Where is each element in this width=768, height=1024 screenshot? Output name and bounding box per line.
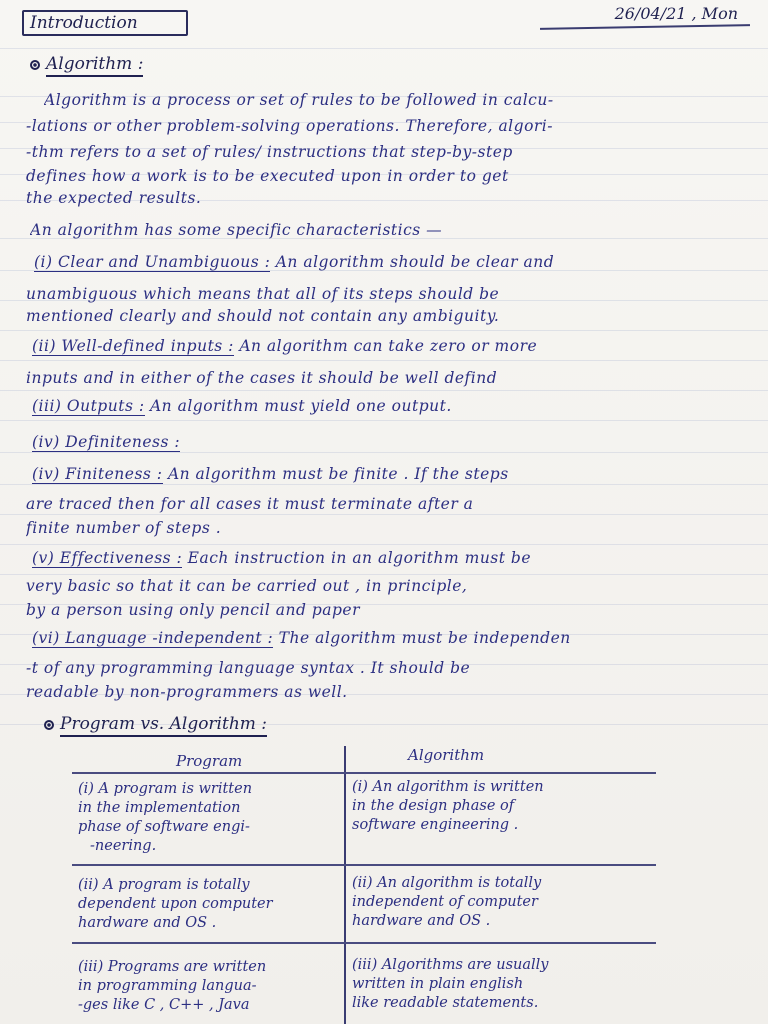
para-line: -thm refers to a set of rules/ instructions that step-by-step <box>26 143 513 161</box>
table-cell: (iii) Programs are written in programming langua- -ges like C , C++ , Java <box>78 959 267 1013</box>
item-line: unambiguous which means that all of its steps should be <box>26 285 500 303</box>
item-label: (v) Effectiveness : <box>32 549 183 567</box>
para-line: defines how a work is to be executed upon in order to get <box>26 167 509 185</box>
table-cell: (i) An algorithm is written in the design phase of software engineering . <box>352 779 544 833</box>
item-line: inputs and in either of the cases it should be well defind <box>26 369 498 387</box>
para-line: -lations or other problem-solving operations. Therefore, algori- <box>26 117 554 135</box>
item-line: very basic so that it can be carried out , in principle, <box>26 577 468 595</box>
item-label: (i) Clear and Unambiguous : <box>34 253 271 271</box>
item-line: mentioned clearly and should not contain any ambiguity. <box>26 307 500 325</box>
item-line: -t of any programming language syntax . It should be <box>26 659 471 677</box>
table-rule <box>72 864 656 866</box>
table-cell: (i) A program is written in the implementation phase of software engi- -neering. <box>78 781 253 854</box>
date-underline <box>540 24 750 30</box>
item-label: (iv) Finiteness : <box>32 465 163 483</box>
table-cell: (iii) Algorithms are usually written in plain english like readable statements. <box>352 957 549 1011</box>
characteristic-item: (i) Clear and Unambiguous : An algorithm should be clear and <box>34 253 555 271</box>
item-line: readable by non-programmers as well. <box>26 683 348 701</box>
table-header-algorithm: Algorithm <box>408 746 485 764</box>
item-line: finite number of steps . <box>26 519 222 537</box>
table-header-program: Program <box>176 752 243 770</box>
characteristic-item: (ii) Well-defined inputs : An algorithm can take zero or more <box>32 337 538 355</box>
item-label: (ii) Well-defined inputs : <box>32 337 234 355</box>
characteristic-item: (v) Effectiveness : Each instruction in an algorithm must be <box>32 549 532 567</box>
characteristic-item: (iii) Outputs : An algorithm must yield one output. <box>32 397 452 415</box>
item-label: (vi) Language -independent : <box>32 629 274 647</box>
bullet-icon <box>30 60 40 70</box>
section-heading-algorithm: Algorithm : <box>30 54 143 74</box>
para-line: the expected results. <box>26 189 202 207</box>
table-cell: (ii) An algorithm is totally independent of computer hardware and OS . <box>352 875 542 929</box>
item-line: by a person using only pencil and paper <box>26 601 360 619</box>
item-label: (iii) Outputs : <box>32 397 145 415</box>
characteristic-item <box>32 432 767 452</box>
characteristic-item: (iv) Finiteness : An algorithm must be finite . If the steps <box>32 465 509 483</box>
item-line: are traced then for all cases it must terminate after a <box>26 495 474 513</box>
table-rule <box>72 772 656 774</box>
item-label: (iv) Definiteness : <box>32 433 181 451</box>
table-cell: (ii) A program is totally dependent upon computer hardware and OS . <box>78 877 273 931</box>
page-title: Introduction <box>22 10 188 36</box>
page-date: 26/04/21 , Mon <box>614 4 738 23</box>
comparison-table <box>72 742 656 1024</box>
table-rule <box>72 942 656 944</box>
characteristic-item: (vi) Language -independent : The algorithm must be independen <box>32 629 571 647</box>
characteristics-intro: An algorithm has some specific characteristics — <box>30 221 443 239</box>
bullet-icon <box>44 720 54 730</box>
table-divider <box>344 746 346 1024</box>
para-line: Algorithm is a process or set of rules to be followed in calcu- <box>44 91 554 109</box>
section-heading-program-vs-algorithm: Program vs. Algorithm : <box>44 714 267 734</box>
